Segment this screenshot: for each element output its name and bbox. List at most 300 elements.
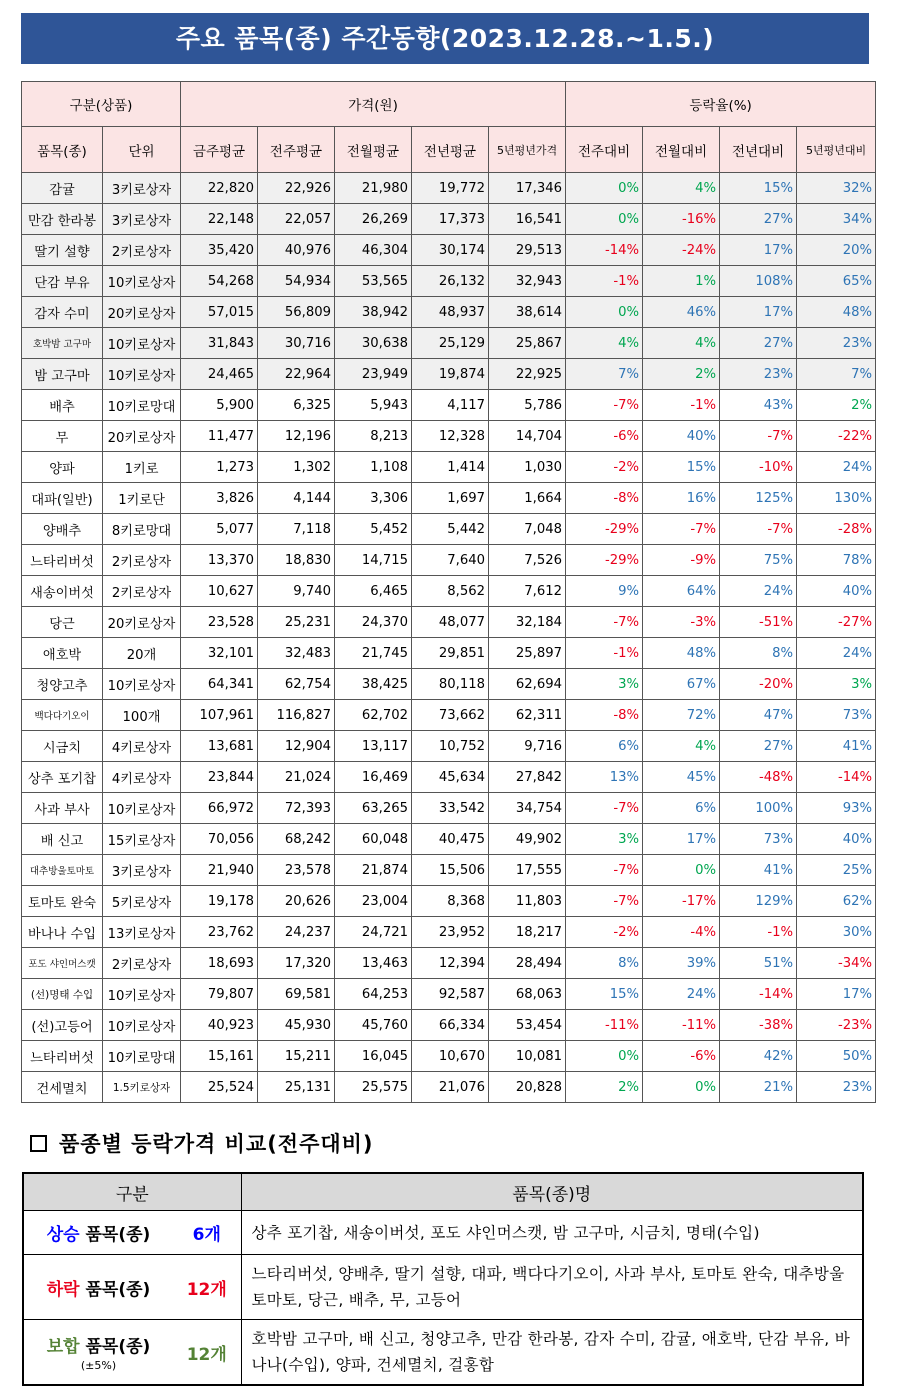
last-week-price-cell: 24,237	[258, 917, 335, 948]
vs-month-rate-cell: 48%	[643, 638, 720, 669]
last-month-price-cell: 5,943	[335, 390, 412, 421]
vs-month-rate-cell: -24%	[643, 235, 720, 266]
5yr-avg-price-cell: 7,526	[489, 545, 566, 576]
vs-month-rate-cell: -9%	[643, 545, 720, 576]
vs-week-rate-cell: 3%	[566, 824, 643, 855]
last-week-price-cell: 4,144	[258, 483, 335, 514]
vs-week-rate-cell: -8%	[566, 700, 643, 731]
last-month-price-cell: 21,745	[335, 638, 412, 669]
item-name-cell: 호박밤 고구마	[22, 328, 103, 359]
item-name-cell: (선)명태 수입	[22, 979, 103, 1010]
vs-year-rate-cell: -38%	[720, 1010, 797, 1041]
last-year-price-cell: 26,132	[412, 266, 489, 297]
unit-cell: 10키로상자	[103, 979, 181, 1010]
unit-cell: 10키로망대	[103, 390, 181, 421]
vs-week-rate-cell: 7%	[566, 359, 643, 390]
5yr-avg-price-cell: 22,925	[489, 359, 566, 390]
table-row	[22, 483, 876, 514]
vs-5yr-rate-cell: 34%	[797, 204, 876, 235]
last-year-price-cell: 17,373	[412, 204, 489, 235]
vs-week-rate-cell: -7%	[566, 886, 643, 917]
last-month-price-cell: 14,715	[335, 545, 412, 576]
last-year-price-cell: 40,475	[412, 824, 489, 855]
last-week-price-cell: 62,754	[258, 669, 335, 700]
unit-cell: 1.5키로상자	[103, 1072, 181, 1103]
this-week-price-cell: 18,693	[181, 948, 258, 979]
item-name-cell: 양파	[22, 452, 103, 483]
vs-5yr-rate-cell: 30%	[797, 917, 876, 948]
unit-cell: 10키로상자	[103, 328, 181, 359]
vs-month-rate-cell: -11%	[643, 1010, 720, 1041]
vs-5yr-rate-cell: 23%	[797, 1072, 876, 1103]
vs-year-rate-cell: 17%	[720, 235, 797, 266]
summary-flat-items: 호박밤 고구마, 배 신고, 청양고추, 만감 한라봉, 감자 수미, 감귤, 애호박, 단감 부유, 바나나(수입), 양파, 건세멸치, 걸홍합	[241, 1320, 863, 1386]
summary-flat-count: 12개	[173, 1320, 241, 1386]
vs-5yr-rate-cell: 3%	[797, 669, 876, 700]
summary-rise-label: 상승 품목(종)	[23, 1211, 173, 1255]
5yr-avg-price-cell: 32,184	[489, 607, 566, 638]
vs-week-rate-cell: 6%	[566, 731, 643, 762]
unit-cell: 5키로상자	[103, 886, 181, 917]
vs-year-rate-cell: -7%	[720, 514, 797, 545]
last-month-price-cell: 53,565	[335, 266, 412, 297]
last-week-price-cell: 25,231	[258, 607, 335, 638]
last-year-price-cell: 15,506	[412, 855, 489, 886]
this-week-price-cell: 11,477	[181, 421, 258, 452]
summary-rise-count: 6개	[173, 1211, 241, 1255]
item-name-cell: 단감 부유	[22, 266, 103, 297]
item-name-cell: 딸기 설향	[22, 235, 103, 266]
unit-cell: 100개	[103, 700, 181, 731]
this-week-price-cell: 13,370	[181, 545, 258, 576]
col-header-vs-year: 전년대비	[720, 127, 797, 173]
vs-5yr-rate-cell: 78%	[797, 545, 876, 576]
5yr-avg-price-cell: 32,943	[489, 266, 566, 297]
last-week-price-cell: 25,131	[258, 1072, 335, 1103]
unit-cell: 10키로상자	[103, 669, 181, 700]
vs-year-rate-cell: 47%	[720, 700, 797, 731]
this-week-price-cell: 79,807	[181, 979, 258, 1010]
unit-cell: 10키로상자	[103, 359, 181, 390]
vs-month-rate-cell: -3%	[643, 607, 720, 638]
last-month-price-cell: 30,638	[335, 328, 412, 359]
vs-year-rate-cell: 17%	[720, 297, 797, 328]
5yr-avg-price-cell: 62,694	[489, 669, 566, 700]
table-row	[22, 731, 876, 762]
price-table	[21, 81, 876, 1103]
5yr-avg-price-cell: 7,048	[489, 514, 566, 545]
table-row	[22, 297, 876, 328]
table-row	[22, 266, 876, 297]
item-name-cell: 애호박	[22, 638, 103, 669]
5yr-avg-price-cell: 10,081	[489, 1041, 566, 1072]
vs-5yr-rate-cell: 23%	[797, 328, 876, 359]
vs-week-rate-cell: -11%	[566, 1010, 643, 1041]
last-year-price-cell: 19,874	[412, 359, 489, 390]
last-month-price-cell: 38,425	[335, 669, 412, 700]
5yr-avg-price-cell: 11,803	[489, 886, 566, 917]
vs-5yr-rate-cell: 41%	[797, 731, 876, 762]
vs-5yr-rate-cell: 2%	[797, 390, 876, 421]
col-header-5yr-avg: 5년평년가격	[489, 127, 566, 173]
this-week-price-cell: 3,826	[181, 483, 258, 514]
vs-5yr-rate-cell: 50%	[797, 1041, 876, 1072]
this-week-price-cell: 107,961	[181, 700, 258, 731]
table-row	[22, 762, 876, 793]
vs-week-rate-cell: -7%	[566, 390, 643, 421]
5yr-avg-price-cell: 16,541	[489, 204, 566, 235]
5yr-avg-price-cell: 17,346	[489, 173, 566, 204]
vs-year-rate-cell: 42%	[720, 1041, 797, 1072]
last-week-price-cell: 23,578	[258, 855, 335, 886]
vs-year-rate-cell: 125%	[720, 483, 797, 514]
unit-cell: 10키로상자	[103, 1010, 181, 1041]
last-year-price-cell: 21,076	[412, 1072, 489, 1103]
vs-month-rate-cell: 40%	[643, 421, 720, 452]
vs-year-rate-cell: 15%	[720, 173, 797, 204]
last-week-price-cell: 21,024	[258, 762, 335, 793]
vs-year-rate-cell: -48%	[720, 762, 797, 793]
last-year-price-cell: 25,129	[412, 328, 489, 359]
vs-week-rate-cell: -7%	[566, 855, 643, 886]
item-name-cell: 대추방울토마토	[22, 855, 103, 886]
this-week-price-cell: 5,077	[181, 514, 258, 545]
table-row	[22, 824, 876, 855]
table-row	[22, 700, 876, 731]
this-week-price-cell: 25,524	[181, 1072, 258, 1103]
vs-year-rate-cell: -20%	[720, 669, 797, 700]
table-row	[22, 1072, 876, 1103]
vs-year-rate-cell: 24%	[720, 576, 797, 607]
vs-year-rate-cell: 51%	[720, 948, 797, 979]
this-week-price-cell: 21,940	[181, 855, 258, 886]
last-week-price-cell: 54,934	[258, 266, 335, 297]
vs-month-rate-cell: 39%	[643, 948, 720, 979]
last-month-price-cell: 6,465	[335, 576, 412, 607]
5yr-avg-price-cell: 14,704	[489, 421, 566, 452]
unit-cell: 2키로상자	[103, 948, 181, 979]
5yr-avg-price-cell: 17,555	[489, 855, 566, 886]
unit-cell: 8키로망대	[103, 514, 181, 545]
item-name-cell: 당근	[22, 607, 103, 638]
table-row	[22, 328, 876, 359]
item-name-cell: 감귤	[22, 173, 103, 204]
vs-month-rate-cell: -6%	[643, 1041, 720, 1072]
vs-month-rate-cell: -4%	[643, 917, 720, 948]
unit-cell: 20키로상자	[103, 607, 181, 638]
vs-month-rate-cell: -16%	[643, 204, 720, 235]
this-week-price-cell: 24,465	[181, 359, 258, 390]
this-week-price-cell: 13,681	[181, 731, 258, 762]
vs-month-rate-cell: 6%	[643, 793, 720, 824]
last-month-price-cell: 46,304	[335, 235, 412, 266]
unit-cell: 20키로상자	[103, 297, 181, 328]
vs-5yr-rate-cell: 7%	[797, 359, 876, 390]
table-row	[22, 204, 876, 235]
col-header-this-week: 금주평균	[181, 127, 258, 173]
col-header-vs-month: 전월대비	[643, 127, 720, 173]
item-name-cell: 청양고추	[22, 669, 103, 700]
item-name-cell: (선)고등어	[22, 1010, 103, 1041]
last-month-price-cell: 23,004	[335, 886, 412, 917]
vs-5yr-rate-cell: -27%	[797, 607, 876, 638]
5yr-avg-price-cell: 28,494	[489, 948, 566, 979]
col-header-last-week: 전주평균	[258, 127, 335, 173]
this-week-price-cell: 64,341	[181, 669, 258, 700]
item-name-cell: 건세멸치	[22, 1072, 103, 1103]
vs-5yr-rate-cell: 62%	[797, 886, 876, 917]
this-week-price-cell: 57,015	[181, 297, 258, 328]
vs-week-rate-cell: -29%	[566, 545, 643, 576]
table-row	[22, 979, 876, 1010]
5yr-avg-price-cell: 20,828	[489, 1072, 566, 1103]
last-month-price-cell: 60,048	[335, 824, 412, 855]
vs-week-rate-cell: -6%	[566, 421, 643, 452]
table-row	[22, 452, 876, 483]
last-month-price-cell: 45,760	[335, 1010, 412, 1041]
this-week-price-cell: 35,420	[181, 235, 258, 266]
last-month-price-cell: 16,045	[335, 1041, 412, 1072]
last-month-price-cell: 3,306	[335, 483, 412, 514]
vs-week-rate-cell: 13%	[566, 762, 643, 793]
unit-cell: 10키로망대	[103, 1041, 181, 1072]
vs-5yr-rate-cell: 73%	[797, 700, 876, 731]
table-row	[22, 359, 876, 390]
last-year-price-cell: 8,562	[412, 576, 489, 607]
col-header-item: 품목(종)	[22, 127, 103, 173]
vs-month-rate-cell: 0%	[643, 855, 720, 886]
last-month-price-cell: 38,942	[335, 297, 412, 328]
last-week-price-cell: 15,211	[258, 1041, 335, 1072]
vs-month-rate-cell: -17%	[643, 886, 720, 917]
5yr-avg-price-cell: 34,754	[489, 793, 566, 824]
last-month-price-cell: 13,117	[335, 731, 412, 762]
last-month-price-cell: 16,469	[335, 762, 412, 793]
unit-cell: 20개	[103, 638, 181, 669]
last-week-price-cell: 40,976	[258, 235, 335, 266]
table-row	[22, 669, 876, 700]
vs-week-rate-cell: -7%	[566, 607, 643, 638]
vs-5yr-rate-cell: 32%	[797, 173, 876, 204]
5yr-avg-price-cell: 25,867	[489, 328, 566, 359]
col-header-last-year: 전년평균	[412, 127, 489, 173]
vs-5yr-rate-cell: -28%	[797, 514, 876, 545]
vs-week-rate-cell: 3%	[566, 669, 643, 700]
last-month-price-cell: 62,702	[335, 700, 412, 731]
5yr-avg-price-cell: 18,217	[489, 917, 566, 948]
item-name-cell: 만감 한라봉	[22, 204, 103, 235]
item-name-cell: 감자 수미	[22, 297, 103, 328]
this-week-price-cell: 5,900	[181, 390, 258, 421]
last-week-price-cell: 68,242	[258, 824, 335, 855]
last-month-price-cell: 21,980	[335, 173, 412, 204]
vs-month-rate-cell: 24%	[643, 979, 720, 1010]
last-year-price-cell: 30,174	[412, 235, 489, 266]
unit-cell: 15키로상자	[103, 824, 181, 855]
this-week-price-cell: 32,101	[181, 638, 258, 669]
last-year-price-cell: 7,640	[412, 545, 489, 576]
this-week-price-cell: 70,056	[181, 824, 258, 855]
vs-month-rate-cell: 46%	[643, 297, 720, 328]
vs-month-rate-cell: 2%	[643, 359, 720, 390]
last-month-price-cell: 13,463	[335, 948, 412, 979]
last-year-price-cell: 10,752	[412, 731, 489, 762]
unit-cell: 4키로상자	[103, 731, 181, 762]
last-year-price-cell: 1,414	[412, 452, 489, 483]
this-week-price-cell: 23,762	[181, 917, 258, 948]
vs-month-rate-cell: 15%	[643, 452, 720, 483]
item-name-cell: 상추 포기찹	[22, 762, 103, 793]
last-week-price-cell: 22,926	[258, 173, 335, 204]
item-name-cell: 사과 부사	[22, 793, 103, 824]
5yr-avg-price-cell: 1,664	[489, 483, 566, 514]
5yr-avg-price-cell: 53,454	[489, 1010, 566, 1041]
summary-fall-items: 느타리버섯, 양배추, 딸기 설향, 대파, 백다다기오이, 사과 부사, 토마토 완숙, 대추방울토마토, 당근, 배추, 무, 고등어	[241, 1255, 863, 1320]
page-title-banner: 주요 품목(종) 주간동향(2023.12.28.~1.5.)	[21, 13, 869, 64]
vs-5yr-rate-cell: 93%	[797, 793, 876, 824]
last-week-price-cell: 7,118	[258, 514, 335, 545]
vs-5yr-rate-cell: 17%	[797, 979, 876, 1010]
item-name-cell: 밤 고구마	[22, 359, 103, 390]
vs-month-rate-cell: 72%	[643, 700, 720, 731]
this-week-price-cell: 54,268	[181, 266, 258, 297]
last-year-price-cell: 23,952	[412, 917, 489, 948]
vs-month-rate-cell: -7%	[643, 514, 720, 545]
last-month-price-cell: 26,269	[335, 204, 412, 235]
last-year-price-cell: 48,937	[412, 297, 489, 328]
last-year-price-cell: 12,394	[412, 948, 489, 979]
vs-5yr-rate-cell: 20%	[797, 235, 876, 266]
last-week-price-cell: 72,393	[258, 793, 335, 824]
last-week-price-cell: 17,320	[258, 948, 335, 979]
unit-cell: 20키로상자	[103, 421, 181, 452]
col-header-unit: 단위	[103, 127, 181, 173]
last-year-price-cell: 66,334	[412, 1010, 489, 1041]
unit-cell: 1키로단	[103, 483, 181, 514]
vs-month-rate-cell: 4%	[643, 328, 720, 359]
item-name-cell: 바나나 수입	[22, 917, 103, 948]
vs-year-rate-cell: 129%	[720, 886, 797, 917]
vs-week-rate-cell: -7%	[566, 793, 643, 824]
5yr-avg-price-cell: 27,842	[489, 762, 566, 793]
table-row	[22, 390, 876, 421]
item-name-cell: 배추	[22, 390, 103, 421]
vs-5yr-rate-cell: -22%	[797, 421, 876, 452]
this-week-price-cell: 22,148	[181, 204, 258, 235]
this-week-price-cell: 22,820	[181, 173, 258, 204]
last-month-price-cell: 25,575	[335, 1072, 412, 1103]
this-week-price-cell: 40,923	[181, 1010, 258, 1041]
last-week-price-cell: 30,716	[258, 328, 335, 359]
this-week-price-cell: 15,161	[181, 1041, 258, 1072]
vs-week-rate-cell: -1%	[566, 266, 643, 297]
vs-week-rate-cell: 2%	[566, 1072, 643, 1103]
last-week-price-cell: 22,964	[258, 359, 335, 390]
last-week-price-cell: 69,581	[258, 979, 335, 1010]
vs-week-rate-cell: 0%	[566, 1041, 643, 1072]
vs-year-rate-cell: 100%	[720, 793, 797, 824]
last-week-price-cell: 6,325	[258, 390, 335, 421]
vs-year-rate-cell: -7%	[720, 421, 797, 452]
last-month-price-cell: 8,213	[335, 421, 412, 452]
vs-5yr-rate-cell: 130%	[797, 483, 876, 514]
this-week-price-cell: 1,273	[181, 452, 258, 483]
vs-week-rate-cell: -1%	[566, 638, 643, 669]
vs-year-rate-cell: 108%	[720, 266, 797, 297]
this-week-price-cell: 23,528	[181, 607, 258, 638]
vs-year-rate-cell: 21%	[720, 1072, 797, 1103]
unit-cell: 10키로상자	[103, 793, 181, 824]
last-year-price-cell: 48,077	[412, 607, 489, 638]
vs-month-rate-cell: 17%	[643, 824, 720, 855]
checkbox-square-icon	[30, 1135, 47, 1152]
table-row	[22, 793, 876, 824]
vs-year-rate-cell: 27%	[720, 204, 797, 235]
unit-cell: 2키로상자	[103, 545, 181, 576]
vs-5yr-rate-cell: 48%	[797, 297, 876, 328]
last-week-price-cell: 45,930	[258, 1010, 335, 1041]
table-row	[22, 948, 876, 979]
vs-month-rate-cell: 4%	[643, 173, 720, 204]
unit-cell: 2키로상자	[103, 235, 181, 266]
5yr-avg-price-cell: 49,902	[489, 824, 566, 855]
last-month-price-cell: 63,265	[335, 793, 412, 824]
this-week-price-cell: 66,972	[181, 793, 258, 824]
item-name-cell: 대파(일반)	[22, 483, 103, 514]
section-title	[30, 1128, 374, 1158]
last-year-price-cell: 10,670	[412, 1041, 489, 1072]
5yr-avg-price-cell: 29,513	[489, 235, 566, 266]
last-year-price-cell: 33,542	[412, 793, 489, 824]
vs-year-rate-cell: 73%	[720, 824, 797, 855]
vs-week-rate-cell: -8%	[566, 483, 643, 514]
vs-month-rate-cell: 67%	[643, 669, 720, 700]
table-row	[22, 173, 876, 204]
vs-month-rate-cell: 64%	[643, 576, 720, 607]
unit-cell: 3키로상자	[103, 173, 181, 204]
vs-5yr-rate-cell: -23%	[797, 1010, 876, 1041]
vs-week-rate-cell: 15%	[566, 979, 643, 1010]
last-year-price-cell: 4,117	[412, 390, 489, 421]
col-header-vs-5yr: 5년평년대비	[797, 127, 876, 173]
vs-year-rate-cell: -14%	[720, 979, 797, 1010]
summary-fall-count: 12개	[173, 1255, 241, 1320]
vs-5yr-rate-cell: -14%	[797, 762, 876, 793]
last-month-price-cell: 5,452	[335, 514, 412, 545]
vs-month-rate-cell: 4%	[643, 731, 720, 762]
vs-week-rate-cell: 4%	[566, 328, 643, 359]
vs-year-rate-cell: -10%	[720, 452, 797, 483]
last-week-price-cell: 22,057	[258, 204, 335, 235]
last-week-price-cell: 20,626	[258, 886, 335, 917]
vs-5yr-rate-cell: 40%	[797, 824, 876, 855]
vs-5yr-rate-cell: 24%	[797, 452, 876, 483]
5yr-avg-price-cell: 5,786	[489, 390, 566, 421]
vs-week-rate-cell: 0%	[566, 173, 643, 204]
vs-week-rate-cell: -2%	[566, 917, 643, 948]
last-month-price-cell: 21,874	[335, 855, 412, 886]
5yr-avg-price-cell: 68,063	[489, 979, 566, 1010]
this-week-price-cell: 23,844	[181, 762, 258, 793]
vs-5yr-rate-cell: -34%	[797, 948, 876, 979]
last-week-price-cell: 56,809	[258, 297, 335, 328]
table-row	[22, 421, 876, 452]
unit-cell: 3키로상자	[103, 855, 181, 886]
table-row	[22, 1010, 876, 1041]
table-row	[22, 917, 876, 948]
vs-year-rate-cell: 41%	[720, 855, 797, 886]
unit-cell: 1키로	[103, 452, 181, 483]
